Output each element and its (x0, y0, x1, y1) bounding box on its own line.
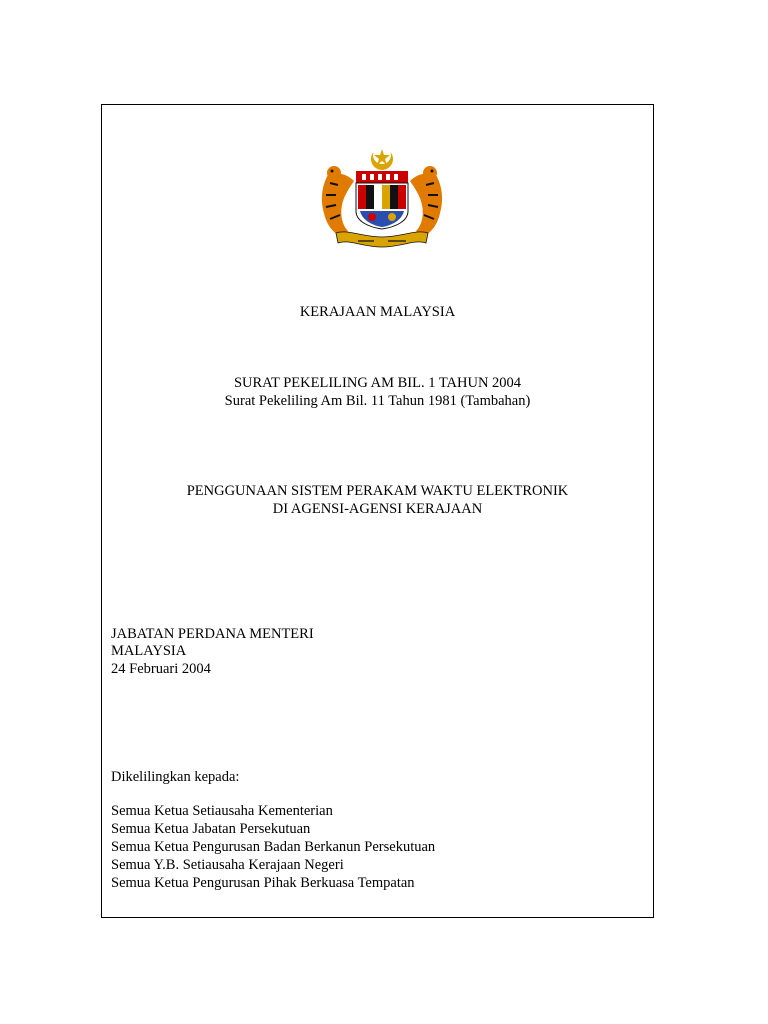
government-heading: KERAJAAN MALAYSIA (299, 304, 456, 320)
issuer-country: MALAYSIA (111, 643, 187, 659)
issuer-department: JABATAN PERDANA MENTERI (111, 626, 314, 642)
coat-of-arms-icon (318, 145, 446, 251)
circular-title: SURAT PEKELILING AM BIL. 1 TAHUN 2004 (233, 375, 522, 391)
subject-line-2: DI AGENSI-AGENSI KERAJAAN (272, 501, 483, 517)
circular-subtitle: Surat Pekeliling Am Bil. 11 Tahun 1981 (Tambahan) (224, 393, 531, 409)
recipient-item: Semua Ketua Pengurusan Badan Berkanun Persekutuan (111, 839, 436, 855)
issue-date: 24 Februari 2004 (111, 661, 211, 677)
recipient-item: Semua Y.B. Setiausaha Kerajaan Negeri (111, 857, 344, 873)
distribution-heading: Dikelilingkan kepada: (111, 769, 240, 785)
recipient-item: Semua Ketua Setiausaha Kementerian (111, 803, 333, 819)
recipient-item: Semua Ketua Jabatan Persekutuan (111, 821, 311, 837)
recipient-item: Semua Ketua Pengurusan Pihak Berkuasa Tempatan (111, 875, 415, 891)
subject-line-1: PENGGUNAAN SISTEM PERAKAM WAKTU ELEKTRONIK (186, 483, 569, 499)
